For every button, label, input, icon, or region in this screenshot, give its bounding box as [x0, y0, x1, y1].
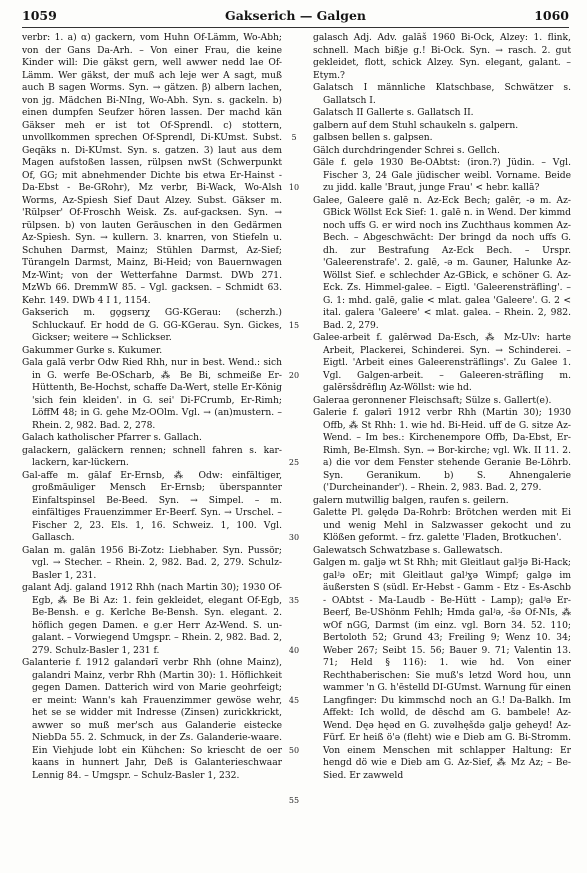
dictionary-entry: Galatsch I männliche Klatschbase, Schwätzer s. Gallatsch I.	[313, 83, 571, 106]
dictionary-entry: Gakserich m. gǫgsɐrıχ GG-KGerau: (scherzh.) Schluckauf. Er hodd de G. GG-KGerau. Syn. Gickes, Gickser; weitere → Schlickser.	[22, 308, 282, 343]
page-header	[22, 8, 569, 26]
dictionary-entry: Gala galā verbr Odw Ried Rhh, nur in best. Wend.: sich in G. werfe Be-OScharb, ⁂ Be Bi, schmeiße Er-Hüttenth, Be-Hochst, schaffe Da-Wert, stelle Er-König 'sich fein kleiden'. in G. sei' Di-FCrumb, Er-Rimh; LöffM 48; in G. gehe Mz-OOlm. Vgl. → (an)mustern. – Rhein. 2, 982. Bad. 2, 278.	[22, 358, 282, 431]
left-column	[22, 32, 282, 782]
dictionary-entry: Gäle f. gelə 1930 Be-OAbtst: (iron.?) Jüdin. – Vgl. Fischer 3, 24 Gale jüdischer weibl. Vorname. Beide zu jidd. kalle 'Braut, junge Frau' < hebr. kallā?	[313, 158, 571, 193]
dictionary-entry: Gal-affe m. gālaf Er-Ernsb, ⁂ Odw: einfältiger, großmäuliger Mensch Er-Ernsb; überspannter Einfaltspinsel Be-Beed. Syn. → Simpel. – m. einfältiges Frauenzimmer Er-Beerf. Syn. → Urschel. – Fischer 2, 23. Els. 1, 16. Schweiz. 1, 100. Vgl. Gallasch.	[22, 470, 282, 543]
right-column	[313, 32, 571, 782]
dictionary-entry: galackern, galäckern rennen; schnell fahren s. kar-lackern, kar-lückern.	[22, 445, 282, 468]
dictionary-entry: galbsen bellen s. galpsen.	[313, 133, 433, 143]
dictionary-entry: Galee-arbeit f. galērwəd Da-Esch, ⁂ Mz-Ulv: harte Arbeit, Plackerei, Schinderei. Syn. → Schinderei. – Eigtl. 'Arbeit eines Galeerensträflings'. Zu Galee 1. Vgl. Galgen-arbeit. – Galeeren-sträfling m. galērsšdrēflıŋ Az-Wöllst: wie hd.	[313, 333, 571, 393]
line-number: 55	[288, 795, 300, 805]
dictionary-entry: galant Adj. galand 1912 Rhh (nach Martin 30); 1930 Of-Egb, ⁂ Be Bi Az: 1. fein gekleidet, elegant Of-Egb, Be-Bensh. e g. Kerlche Be-Bensh. Syn. elegant. 2. höflich gegen Damen. e g.er Herr Az-Wend. S. un-galant. – Vorwiegend Umgspr. – Rhein. 2, 982. Bad. 2, 279. Schulz-Basler 1, 231 f.	[22, 583, 282, 656]
dictionary-entry: verbr: 1. a) α) gackern, vom Huhn Of-Lämm, Wo-Abh; von der Gans Da-Arh. – Von einer Frau, die keine Kinder will: Die gäkst gern, well awwer nedd lae Of-Lämm. Wer gäkst, der muß ach leje wer A sagt, muß auch B sagen Worms. Syn. → gätzen. β) albern lachen, von jg. Mädchen Bi-NIng, Wo-Abh. Syn. s. gackeln. b) einen dumpfen Seufzer hören lassen. Der machd kän Gäkser meh er ist tot Of-Sprendl. c) stottern, unvollkommen sprechen Of-Sprendl, Di-KUmst. Subst. Geqäks n. Di-KUmst. Syn. s. gatzen. 3) laut aus dem Magen aufstoßen lassen, rülpsen nwSt (Schwerpunkt Of, GG; mit abnehmender Dichte bis etwa Er-Hainst - Da-Ebst - Be-GRohr), Mz verbr, Bi-Wack, Wo-Alsh Worms, Az-Spiesh Sief Daut Alzey. Subst. Gäkser m. 'Rülpser' Of-Froschh Weisk. Zs. auf-gacksen. Syn. → rülpsen. b) von lauten Geräuschen in den Gedärmen Az-Spiesh. Syn. → kullern. 3. knarren, von Stiefeln u. Schuhen Darmst, Mainz; Stühlen Darmst, Az-Sief; Türangeln Darmst, Mainz, Bi-Heid; von Bauernwagen Mz-Wint; von der Wetterfahne Darmst. DWb 271. MzWb 66. DremmW 85. – Vgl. gacksen. – Schmidt 63. Kehr. 149. DWb 4 I 1, 1154.	[22, 33, 282, 306]
dictionary-entry: Galette Pl. gəlędə Da-Rohrb: Brötchen werden mit Ei und wenig Mehl in Salzwasser gekocht und zu Klößen geformt. – frz. galette 'Fladen, Brotkuchen'.	[313, 508, 571, 543]
line-number: 5	[291, 133, 297, 142]
line-number: 35	[288, 595, 300, 605]
line-number: 30	[288, 533, 300, 542]
line-number: 45	[288, 695, 300, 705]
page-number-right: 1060	[534, 8, 569, 23]
dictionary-entry: Galgen m. galjə wt St Rhh; mit Gleitlaut galʲjə Bi-Hack; galʲə oEr; mit Gleitlaut galʲɣə Wimpf; galgə im äußersten S (südl. Er-Hebst - Gamm - Etz - Es-Aschb - OAbtst - Ma-Laudb - Be-Hütt - Lamp); galʲə Er-Beerf, Be-UShönm Fehlh; Hmda galʲə, -šə Of-NIs, ⁂ wOf nGG, Darmst (im einz. vgl. Born 34. 52. 110; Bertoloth 52; Grund 43; Freiling 9; Wenz 10. 34; Weber 267; Seibt 15. 56; Bauer 9. 71; Valentin 13. 71; Held § 116): 1. wie hd. Von einer Rechthaberischen: Sie muß's letzd Word hou, unn wammer 'n G. h'ēstelld DI-GUmst. Warnung für einen Langfinger: Du kimmschd noch an G.! Da-Balkh. Im Affekt: Ich wolld, de dēschd am G. bambele! Az-Wend. Dęə hęəd en G. zuvəlhęšdə galjə geheyd! Az-Fürf. Er heiß ö'ə (fleht) wie e Dieb am G. Bi-Stromm. Von einem Menschen mit schlapper Haltung: Er hengd dö wie e Dieb am G. Az-Sief, ⁂ Mz Az; – Be-Sied. Er zawweld	[313, 558, 571, 781]
dictionary-entry: Galatsch II Gallerte s. Gallatsch II.	[313, 108, 474, 118]
dictionary-entry: Galee, Galeere galē n. Az-Eck Bech; galēr, -ə m. Az-GBick Wöllst Eck Sief: 1. galē n. in Wend. Der kimmd noch uffs G. er wird noch ins Zuchthaus kommen Az-Bech. – Abgeschwächt: Der bringd da noch uffs G. dh. zur Bestrafung Az-Eck Bech. – Urspr. 'Galeerenstrafe'. 2. galē, -ə m. Gauner, Halunke Az-Wöllst Sief. e schlechder Az-GBick, e schöner G. Az-Eck. Zs. Himmel-galee. – Eigtl. 'Galeerensträfling'. – G. 1: mhd. galē, galie < mlat. galea 'Galeere'. G. 2 < ital. galera 'Galeere' < mlat. galea. – Rhein. 2, 982. Bad. 2, 279.	[313, 195, 571, 331]
dictionary-entry: Galeraa geronnener Fleischsaft; Sülze s. Gallert(e).	[313, 395, 552, 406]
dictionary-entry: Galach katholischer Pfarrer s. Gallach.	[22, 433, 202, 443]
dictionary-entry: Galan m. galān 1956 Bi-Zotz: Liebhaber. Syn. Pussör; vgl. → Stecher. – Rhein. 2, 982. Bad. 2, 279. Schulz-Basler 1, 231.	[22, 545, 282, 581]
dictionary-entry: galasch Adj. Adv. galāš 1960 Bi-Ock, Alzey: 1. flink, schnell. Mach bißje g.! Bi-Ock. Syn. → rasch. 2. gut gekleidet, flott, schick Alzey. Syn. elegant, galant. – Etym.?	[313, 33, 571, 81]
running-title: Gakserich — Galgen	[225, 8, 366, 23]
dictionary-entry: galern mutwillig balgen, raufen s. geilern.	[313, 495, 509, 506]
dictionary-entry: galbern auf dem Stuhl schaukeln s. galpern.	[313, 120, 519, 131]
dictionary-entry: Gälch durchdringender Schrei s. Gellch.	[313, 145, 500, 156]
dictionary-entry: Galanterie f. 1912 galandərī verbr Rhh (ohne Mainz), galandri Mainz, verbr Rhh (Martin 30): 1. Höflichkeit gegen Damen. Datterich wird von Marie geohrfeigt; er meint: Wann's kah Frauenzimmer gewöse wehr, het se se widder mit Indresse (Zinsen) zurickkrickt, awwer so muß mer'sch aus Galanderie eistecke NiebDa 55. 2. Schmuck, in der Zs. Galanderie-waare. Ein Viehjude lobt ein Kühchen: So kriescht de oer kaans in hunnert Jahr, Deß is Galanterieschwaar Lennig 84. – Umgspr. – Schulz-Basler 1, 232.	[22, 658, 282, 781]
line-number: 40	[288, 645, 300, 655]
page-number-left: 1059	[22, 8, 57, 23]
header-rule	[22, 27, 569, 28]
dictionary-entry: Gakummer Gurke s. Kukumer.	[22, 345, 163, 356]
line-number: 20	[288, 370, 300, 380]
line-number: 50	[288, 745, 300, 755]
line-number: 15	[288, 320, 300, 330]
line-number: 25	[288, 458, 300, 467]
dictionary-entry: Galewatsch Schwatzbase s. Gallewatsch.	[313, 545, 503, 556]
line-number: 10	[288, 183, 300, 192]
dictionary-entry: Galerie f. galərī 1912 verbr Rhh (Martin 30); 1930 Offb, ⁂ St Rhh: 1. wie hd. Bi-Heid. uff de G. sitze Az-Wend. – Im bes.: Kirchenempore Offb, Da-Ebst, Er-Rimh, Be-Elmsh. Syn. → Bor-kirche; vgl. Wk. II 11. 2. a) die vor dem Fenster stehende Geranie Be-Löhrb. Syn. Geranikum. b) S. Ahnengalerie ('Durcheinander'). – Rhein. 2, 983. Bad. 2, 279.	[313, 408, 571, 493]
